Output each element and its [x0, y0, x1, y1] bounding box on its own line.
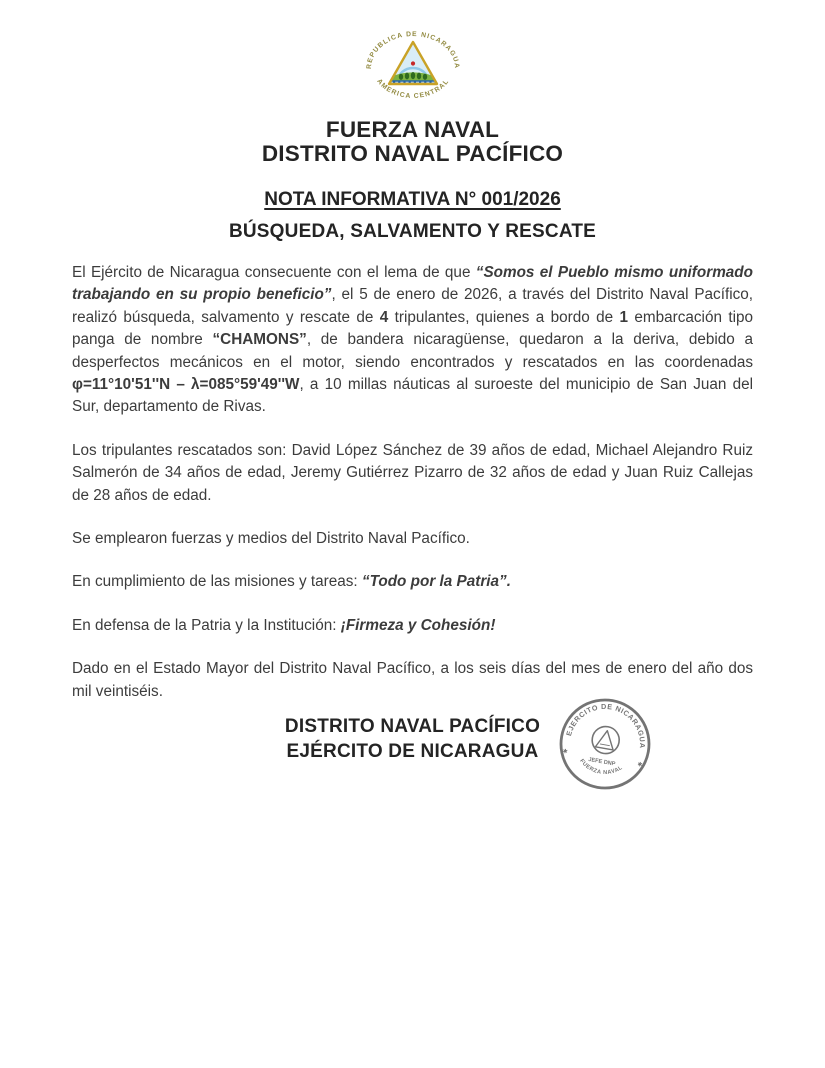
text-segment: , el 5 de enero de 2026, a través del Distrito Naval Pacífico, realizó búsqueda, salvamento y rescate de: [72, 286, 753, 326]
text-segment: tripulantes, quienes a bordo de: [388, 308, 620, 326]
text-segment: “CHAMONS”: [212, 331, 307, 349]
text-segment: Los tripulantes rescatados son: David López Sánchez de 39 años de edad, Michael Alejandro Ruiz Salmerón de 34 años de edad, Jeremy Gutiérrez Pizarro de 32 años de edad y Juan Ruiz Callejas de 28 años de edad.: [72, 441, 753, 504]
emblem-top-text: REPUBLICA DE NICARAGUA: [365, 30, 460, 70]
text-segment: ¡Firmeza y Cohesión!: [340, 616, 496, 634]
paragraph: [72, 262, 753, 419]
text-segment: embarcación tipo panga de nombre: [72, 308, 753, 349]
text-segment: 1: [619, 308, 629, 326]
signature-block: [0, 714, 825, 764]
note-number-heading: NOTA INFORMATIVA N° 001/2026: [264, 189, 561, 210]
nicaragua-coat-of-arms: [357, 26, 469, 106]
emblem-triangle-scene: [389, 42, 437, 84]
seal-triangle-icon: [595, 729, 616, 750]
subject-heading: BÚSQUEDA, SALVAMENTO Y RESCATE: [228, 221, 597, 242]
signature-line1: DISTRITO NAVAL PACÍFICO: [284, 716, 541, 737]
seal-star-right-icon: ✱: [636, 761, 643, 769]
emblem-bottom-text: AMERICA CENTRAL: [374, 77, 451, 101]
text-segment: Se emplearon fuerzas y medios del Distrito Naval Pacífico.: [72, 530, 470, 548]
seal-center-text: JEFE DNP: [587, 756, 616, 768]
org-title: [0, 118, 825, 166]
text-segment: “Somos el Pueblo mismo uniformado trabajando en su propio beneficio”: [72, 264, 753, 304]
paragraph: [72, 615, 753, 637]
org-title-line1: FUERZA NAVAL: [325, 117, 500, 142]
signature-line2: EJÉRCITO DE NICARAGUA: [286, 741, 539, 762]
org-title-line2: DISTRITO NAVAL PACÍFICO: [261, 141, 564, 166]
text-segment: El Ejército de Nicaragua consecuente con el lema de que: [72, 264, 476, 281]
seal-top-text: EJERCITO DE NICARAGUA: [564, 701, 648, 749]
seal-inner-circle: [590, 724, 621, 755]
coat-of-arms-icon: [357, 26, 469, 106]
text-segment: Dado en el Estado Mayor del Distrito Naval Pacífico, a los seis días del mes de enero del año dos mil veintiséis.: [72, 660, 753, 700]
text-segment: φ=11°10'51''N – λ=085°59'49''W: [72, 376, 300, 394]
svg-text:EJERCITO DE NICARAGUA: [564, 696, 654, 750]
text-segment: En defensa de la Patria y la Institución:: [72, 616, 341, 634]
text-segment: En cumplimiento de las misiones y tareas:: [72, 573, 362, 591]
text-segment: 4: [379, 308, 389, 326]
seal-bottom-text: FUERZA NAVAL: [578, 758, 624, 777]
seal-star-left-icon: ✱: [561, 748, 568, 756]
paragraph: [72, 528, 753, 550]
text-segment: “Todo por la Patria”.: [361, 573, 511, 591]
official-seal: [552, 696, 662, 800]
text-segment: , de bandera nicaragüense, quedaron a la deriva, debido a desperfectos mecánicos en el motor, siendo encontrados y rescatados en las coordenadas: [72, 331, 753, 371]
paragraph: [72, 440, 753, 507]
text-segment: , a 10 millas náuticas al suroeste del municipio de San Juan del Sur, departamento de Rivas.: [72, 376, 753, 416]
document-body: [72, 262, 753, 724]
seal-triangle-detail: [600, 744, 610, 746]
seal-stamp-icon: [552, 696, 662, 800]
paragraph: [72, 571, 753, 593]
